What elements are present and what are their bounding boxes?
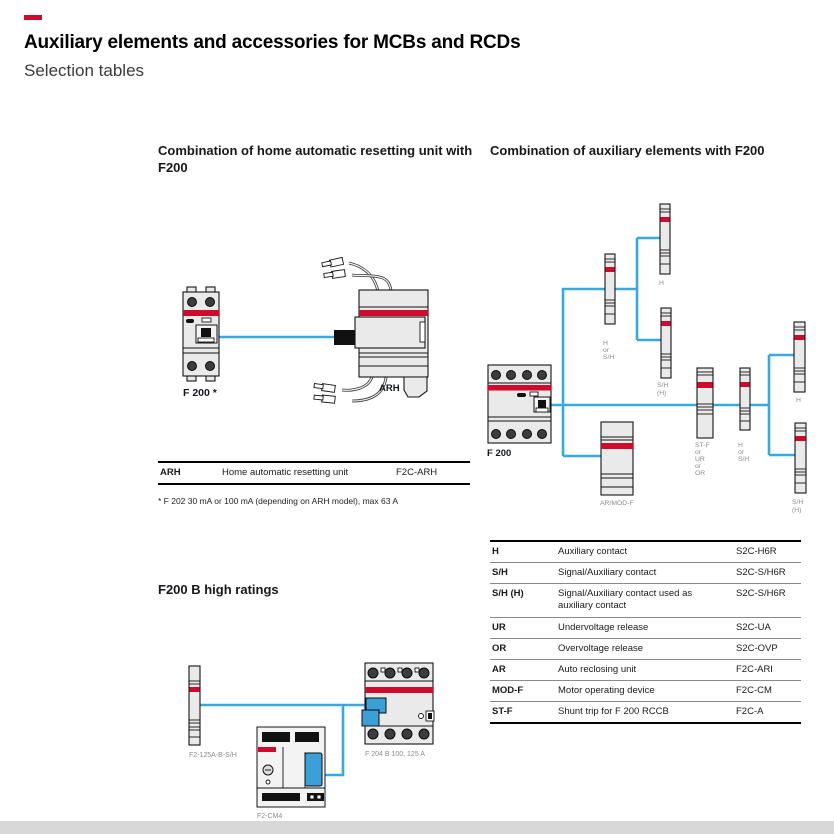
aux-element-stf bbox=[697, 368, 713, 438]
ar-modf-label: AR/MOD-F bbox=[600, 500, 634, 507]
cell-order-type: S2C-H6R bbox=[736, 546, 777, 557]
table-row bbox=[490, 680, 801, 701]
f200-device-label: F 200 * bbox=[183, 387, 217, 399]
aux-label: S/H bbox=[657, 382, 669, 389]
cell-code: H bbox=[492, 546, 499, 557]
aux-label: (H) bbox=[657, 390, 667, 397]
cell-order-type: F2C-A bbox=[736, 706, 764, 718]
aux-label: H bbox=[738, 442, 743, 449]
aux-label: S/H bbox=[738, 456, 750, 463]
aux-element-sh-h-right bbox=[795, 423, 806, 493]
table-row bbox=[490, 701, 801, 722]
cell-description: Signal/Auxiliary contact used as auxiliary contact bbox=[558, 588, 693, 612]
aux-selection-table bbox=[490, 540, 801, 724]
aux-element-h-right bbox=[794, 322, 805, 392]
section-heading-aux-combination: Combination of auxiliary elements with F200 bbox=[490, 143, 765, 158]
cell-code: MOD-F bbox=[492, 685, 524, 697]
section-heading-arh-combination: Combination of home automatic resetting unit with F200 bbox=[158, 143, 473, 175]
cell-order-type: F2C-ARI bbox=[736, 663, 773, 675]
cell-order-type: S2C-S/H6R bbox=[736, 588, 786, 600]
f200-rcd-2pole-device bbox=[183, 287, 219, 381]
cell-description: Home automatic resetting unit bbox=[222, 467, 349, 478]
aux-element-h-or-sh-left bbox=[605, 254, 615, 324]
cell-description: Motor operating device bbox=[558, 685, 655, 697]
aux-label: H bbox=[603, 340, 608, 347]
f200-rccb-4pole-device bbox=[488, 365, 551, 443]
cell-code: UR bbox=[492, 621, 506, 633]
aux-label: or bbox=[603, 347, 610, 354]
aux-label: H bbox=[659, 280, 664, 287]
aux-label: H bbox=[796, 397, 801, 404]
arh-selection-table bbox=[158, 461, 470, 485]
page-title: Auxiliary elements and accessories for MCBs and RCDs bbox=[24, 32, 521, 53]
cell-description: Overvoltage release bbox=[558, 642, 644, 654]
cell-code: ARH bbox=[160, 467, 181, 478]
accent-dash bbox=[24, 15, 42, 20]
aux-element-sh-h-mid bbox=[661, 308, 671, 378]
cell-code: S/H bbox=[492, 567, 508, 579]
cell-description: Auto reclosing unit bbox=[558, 663, 637, 675]
page-subtitle: Selection tables bbox=[24, 61, 145, 80]
aux-label: (H) bbox=[792, 507, 802, 514]
aux-label: or bbox=[738, 449, 745, 456]
table-row bbox=[490, 617, 801, 638]
breaker-label: F2-125A-B-S/H bbox=[189, 752, 237, 759]
cell-order-type: F2C-ARH bbox=[396, 467, 438, 478]
rccb-label: F 204 B 100, 125 A bbox=[365, 751, 425, 758]
aux-label: or bbox=[695, 449, 702, 456]
aux-element-h-or-sh-right bbox=[740, 368, 750, 430]
cell-order-type: F2C-CM bbox=[736, 685, 772, 697]
cell-code: AR bbox=[492, 663, 506, 675]
aux-label: UR bbox=[695, 456, 705, 463]
diagram-arh-combination bbox=[150, 245, 450, 415]
f200-device-label: F 200 bbox=[487, 448, 512, 459]
section-heading-f200b: F200 B high ratings bbox=[158, 582, 279, 597]
f204b-rccb-device bbox=[362, 663, 434, 744]
cell-order-type: S2C-OVP bbox=[736, 642, 778, 654]
arh-device-label: ARH bbox=[379, 383, 400, 394]
cm4-label: F2-CM4 bbox=[257, 813, 283, 820]
table-row bbox=[490, 562, 801, 583]
cell-description: Shunt trip for F 200 RCCB bbox=[558, 706, 669, 718]
cell-code: ST-F bbox=[492, 706, 513, 718]
aux-label: S/H bbox=[603, 354, 615, 361]
diagram-aux-combination bbox=[480, 190, 834, 520]
arh-plug-connector bbox=[334, 330, 356, 345]
cell-description: Signal/Auxiliary contact bbox=[558, 567, 657, 579]
f2-cm4-motor-drive-device bbox=[257, 727, 325, 807]
cell-order-type: S2C-UA bbox=[736, 621, 771, 633]
table-row bbox=[490, 638, 801, 659]
cell-description: Undervoltage release bbox=[558, 621, 649, 633]
cell-code: OR bbox=[492, 642, 507, 654]
page-footer-bar bbox=[0, 821, 834, 834]
aux-label: or bbox=[695, 463, 702, 470]
aux-label: S/H bbox=[792, 499, 804, 506]
table-row bbox=[490, 583, 801, 616]
aux-label: OR bbox=[695, 470, 706, 477]
cell-code: S/H (H) bbox=[492, 588, 524, 600]
f2-125a-breaker-device bbox=[189, 666, 200, 745]
arh-footnote: * F 202 30 mA or 100 mA (depending on ARH model), max 63 A bbox=[158, 496, 399, 506]
ar-modf-device bbox=[601, 422, 633, 495]
cell-description: Auxiliary contact bbox=[558, 546, 628, 557]
table-row bbox=[158, 463, 470, 483]
table-row bbox=[490, 659, 801, 680]
connection-lines bbox=[551, 238, 796, 456]
table-row bbox=[490, 542, 801, 562]
diagram-f200b-high-ratings bbox=[150, 650, 450, 825]
cell-order-type: S2C-S/H6R bbox=[736, 567, 786, 579]
aux-label: ST-F bbox=[695, 442, 710, 449]
aux-element-h-top bbox=[660, 204, 670, 274]
arh-device bbox=[314, 257, 428, 403]
